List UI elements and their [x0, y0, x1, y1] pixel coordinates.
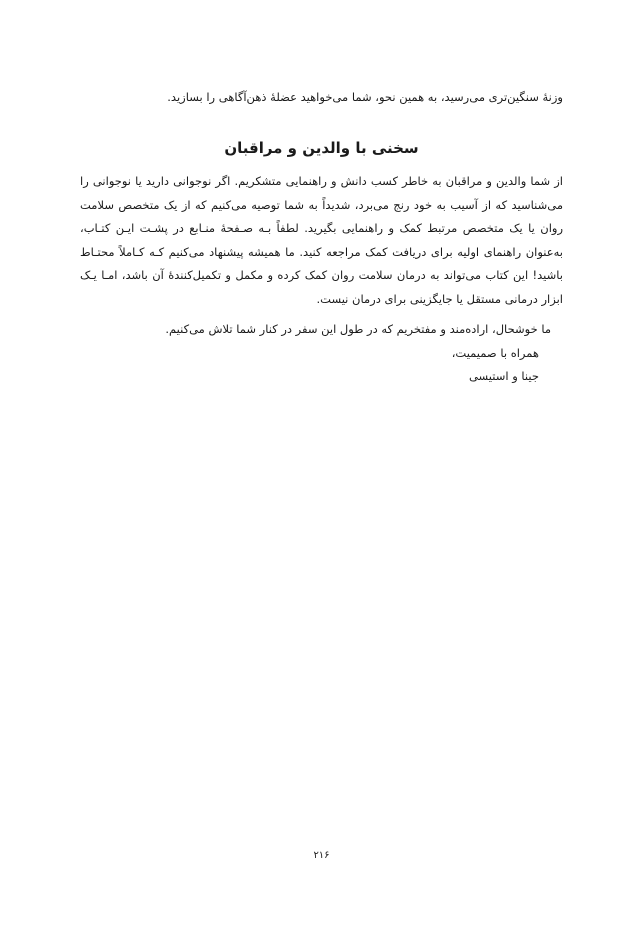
- signoff: همراه با صمیمیت،: [451, 345, 539, 360]
- paragraph-line: می‌شناسید که از آسیب به خود رنج می‌برد، شدیداً به شما توصیه می‌کنیم که از یک متخصص سلامت: [80, 197, 563, 212]
- paragraph-line: باشید! این کتاب می‌تواند به درمان سلامت روان کمک کرده و مکمل و تکمیل‌کنندهٔ آن باشد، امـا یـک: [80, 268, 563, 283]
- section-heading: سخنی با والدین و مراقبان: [224, 139, 419, 157]
- closing-line: ما خوشحال، اراده‌مند و مفتخریم که در طول این سفر در کنار شما تلاش می‌کنیم.: [165, 322, 551, 336]
- page-number: ۲۱۶: [313, 850, 330, 861]
- body-paragraph: [80, 170, 563, 312]
- paragraph-line: از شما والدین و مراقبان به خاطر کسب دانش و راهنمایی متشکریم. اگر نوجوانی دارید یا نوجوانی را: [80, 174, 563, 188]
- top-line: وزنهٔ سنگین‌تری می‌رسید، به همین نحو، شما می‌خواهید عضلهٔ ذهن‌آگاهی را بسازید.: [167, 90, 563, 104]
- paragraph-line: به‌عنوان راهنمای اولیه برای دریافت کمک مراجعه کنید. ما همیشه پیشنهاد می‌کنیم کـه کـاملاً محتـاط: [80, 244, 563, 259]
- paragraph-line: ابزار درمانی مستقل یا جایگزینی برای درمان نیست.: [316, 291, 563, 306]
- signature: جینا و استیسی: [468, 369, 539, 384]
- closing-block: [80, 318, 563, 389]
- paragraph-line: روان یا یک متخصص مرتبط کمک و راهنمایی بگیرید. لطفاً بـه صـفحهٔ منـابع در پشـت ایـن کتـاب،: [80, 221, 563, 236]
